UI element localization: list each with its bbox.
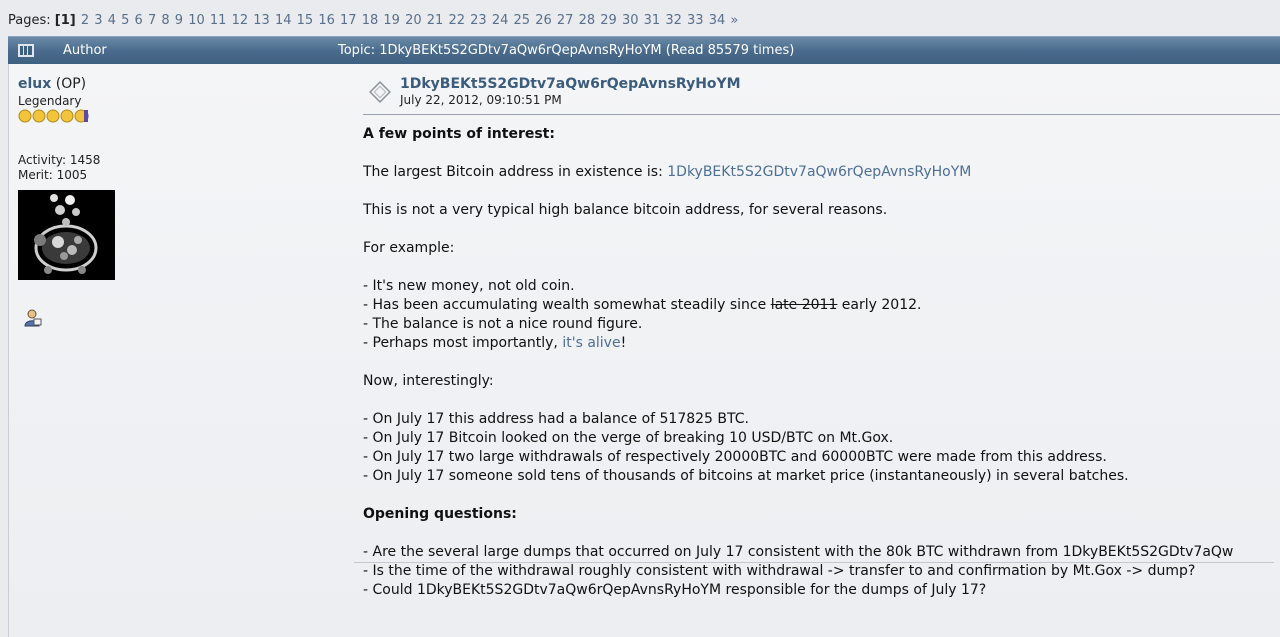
page-link[interactable]: 19 [383, 13, 400, 28]
merit-count: Merit: 1005 [18, 168, 88, 182]
post [8, 64, 1280, 637]
question-3: - Could 1DkyBEKt5S2GDtv7aQw6rQepAvnsRyHoYM responsible for the dumps of July 17? [363, 582, 987, 598]
post-date: July 22, 2012, 09:10:51 PM [400, 93, 562, 107]
page-link[interactable]: 25 [513, 13, 531, 28]
thread-icon [18, 44, 34, 57]
page-link[interactable]: 20 [405, 13, 422, 28]
post-divider [354, 562, 1274, 563]
pages-label: Pages: [8, 13, 51, 28]
activity-count: Activity: 1458 [18, 153, 101, 167]
heading-points: A few points of interest: [363, 126, 555, 142]
now-text: Now, interestingly: [363, 373, 494, 389]
page-link[interactable]: 21 [426, 13, 444, 28]
rank-stars [18, 109, 338, 123]
page-link[interactable]: 22 [448, 13, 466, 28]
point-3: - The balance is not a nice round figure. [363, 316, 643, 332]
page-link[interactable]: 16 [318, 13, 335, 28]
fact-3: - On July 17 two large withdrawals of respectively 20000BTC and 60000BTC were made from this address. [363, 449, 1107, 465]
page-link[interactable]: 27 [556, 13, 574, 28]
avatar [18, 190, 115, 280]
page-link[interactable]: 34 [708, 13, 726, 28]
post-body [363, 125, 1280, 600]
page-link[interactable]: 26 [535, 13, 552, 28]
point-2-suffix: early 2012. [837, 297, 922, 313]
profile-icon[interactable] [24, 309, 42, 327]
not-typical-text: This is not a very typical high balance bitcoin address, for several reasons. [363, 202, 888, 218]
post-subject-link[interactable]: 1DkyBEKt5S2GDtv7aQw6rQepAvnsRyHoYM [400, 76, 741, 92]
user-profile-icon [24, 309, 42, 327]
page-link[interactable]: 12 [231, 13, 249, 28]
page-link[interactable]: 32 [665, 13, 682, 28]
point-1: - It's new money, not old coin. [363, 278, 575, 294]
page-link[interactable]: 14 [274, 13, 292, 28]
pagination [8, 13, 738, 28]
current-page: [1] [54, 13, 76, 28]
page-link[interactable]: 8 [161, 13, 170, 28]
next-page-link[interactable]: » [730, 13, 739, 28]
page-link[interactable]: 15 [296, 13, 314, 28]
page-link[interactable]: 9 [174, 13, 184, 28]
largest-text: The largest Bitcoin address in existence is: [363, 164, 668, 180]
username-link[interactable]: elux [18, 76, 52, 92]
fact-2: - On July 17 Bitcoin looked on the verge of breaking 10 USD/BTC on Mt.Gox. [363, 430, 894, 446]
post-icon [369, 81, 391, 103]
address-link[interactable]: 1DkyBEKt5S2GDtv7aQw6rQepAvnsRyHoYM [667, 164, 972, 180]
user-stats [18, 153, 338, 183]
message-header [363, 76, 1280, 115]
point-2-prefix: - Has been accumulating wealth somewhat steadily since [363, 297, 771, 313]
page-link[interactable]: 10 [188, 13, 205, 28]
page-link[interactable]: 28 [578, 13, 596, 28]
its-alive-link[interactable]: it's alive [562, 335, 621, 351]
author-column-label: Author [63, 43, 107, 58]
page-link[interactable]: 29 [600, 13, 617, 28]
for-example-text: For example: [363, 240, 455, 256]
user-rank: Legendary [18, 94, 82, 108]
page-link[interactable]: 24 [491, 13, 509, 28]
page-link[interactable]: 31 [643, 13, 661, 28]
op-label: (OP) [51, 76, 87, 92]
poster-info [18, 76, 338, 327]
page-link[interactable]: 5 [121, 13, 130, 28]
question-1: - Are the several large dumps that occurred on July 17 consistent with the 80k BTC withdrawn from 1DkyBEKt5S2GDtv7aQw [363, 544, 1234, 560]
heading-questions: Opening questions: [363, 506, 517, 522]
page-link[interactable]: 4 [107, 13, 116, 28]
topic-header [8, 36, 1280, 65]
page-link[interactable]: 30 [621, 13, 639, 28]
page-link[interactable]: 17 [340, 13, 357, 28]
page-link[interactable]: 6 [134, 13, 143, 28]
message [363, 76, 1280, 600]
page-link[interactable]: 33 [687, 13, 704, 28]
page-link[interactable]: 13 [253, 13, 270, 28]
question-2: - Is the time of the withdrawal roughly consistent with withdrawal -> transfer to and confirmation by Mt.Gox -> dump? [363, 563, 1196, 579]
page-link[interactable]: 18 [361, 13, 379, 28]
page-link[interactable]: 3 [94, 13, 103, 28]
fact-4: - On July 17 someone sold tens of thousands of bitcoins at market price (instantaneously) in several batches. [363, 468, 1129, 484]
piggy-bank-avatar [18, 190, 115, 280]
point-4-suffix: ! [620, 335, 627, 351]
fact-1: - On July 17 this address had a balance of 517825 BTC. [363, 411, 749, 427]
point-4-prefix: - Perhaps most importantly, [363, 335, 563, 351]
page-link[interactable]: 7 [147, 13, 157, 28]
point-2-struck: late 2011 [770, 297, 838, 313]
page-link[interactable]: 2 [80, 13, 90, 28]
page-link[interactable]: 11 [209, 13, 227, 28]
topic-title: Topic: 1DkyBEKt5S2GDtv7aQw6rQepAvnsRyHoYM (Read 85579 times) [338, 43, 795, 58]
rank-coins-icon [18, 109, 98, 123]
page-link[interactable]: 23 [470, 13, 487, 28]
